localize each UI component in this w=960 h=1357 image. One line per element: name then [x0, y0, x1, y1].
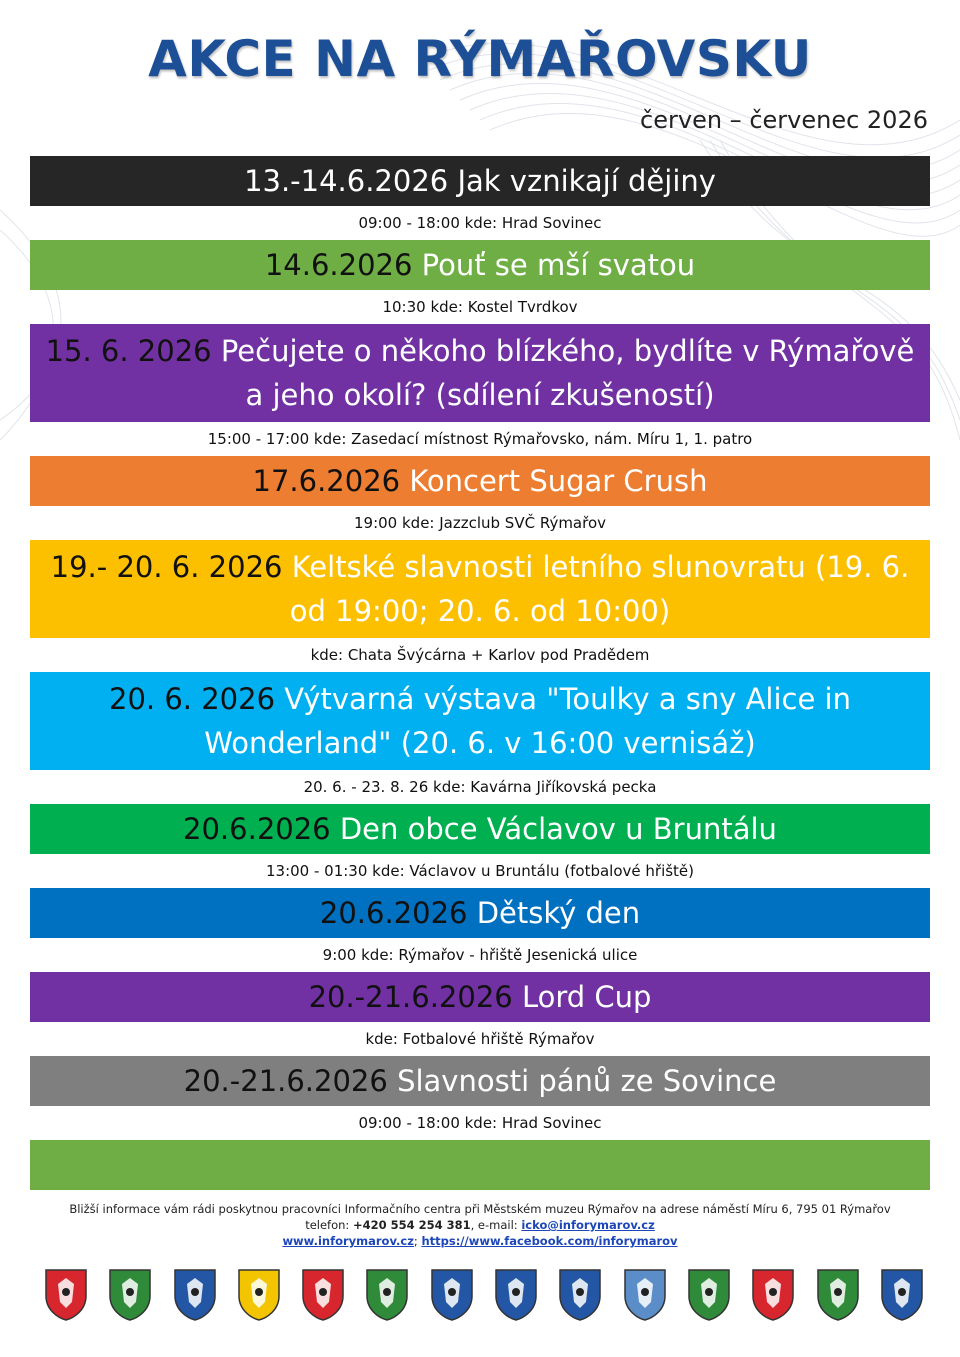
event-banner [30, 240, 930, 290]
event-item [30, 1056, 930, 1140]
event-item [30, 324, 930, 456]
event-date: 14.6.2026 [264, 248, 413, 282]
event-name: Keltské slavnosti letního slunovratu (19. 6. od 19:00; 20. 6. od 10:00) [289, 550, 910, 628]
event-name: Pečujete o někoho blízkého, bydlíte v Rýmařově a jeho okolí? (sdílení zkušeností) [220, 334, 915, 412]
event-date: 15. 6. 2026 [45, 334, 212, 368]
crest-2-icon [108, 1268, 152, 1322]
event-date: 19.- 20. 6. 2026 [50, 550, 283, 584]
email-label: , e-mail: [470, 1218, 522, 1232]
event-name: Slavnosti pánů ze Sovince [397, 1064, 777, 1098]
event-detail: 13:00 - 01:30 kde: Václavov u Bruntálu (fotbalové hřiště) [265, 862, 695, 880]
crest-12-icon [751, 1268, 795, 1322]
crest-10-icon [623, 1268, 667, 1322]
event-name: Den obce Václavov u Bruntálu [339, 812, 777, 846]
crest-13-icon [816, 1268, 860, 1322]
crest-4-icon [237, 1268, 281, 1322]
crest-8-icon [494, 1268, 538, 1322]
event-item [30, 888, 930, 972]
event-banner [30, 888, 930, 938]
event-list [30, 156, 930, 1190]
event-date: 20.-21.6.2026 [183, 1064, 388, 1098]
crest-11-icon [687, 1268, 731, 1322]
event-item [30, 456, 930, 540]
event-name: Lord Cup [521, 980, 652, 1014]
crest-5-icon [301, 1268, 345, 1322]
municipal-crests [44, 1268, 924, 1324]
link-separator: ; [413, 1234, 422, 1248]
event-detail: kde: Chata Švýcárna + Karlov pod Pradědem [310, 646, 650, 664]
phone-label: telefon: [305, 1218, 353, 1232]
crest-3-icon [173, 1268, 217, 1322]
event-item [30, 972, 930, 1056]
web-link[interactable]: www.inforymarov.cz [282, 1234, 414, 1248]
event-detail: 10:30 kde: Kostel Tvrdkov [382, 298, 578, 316]
event-date: 20.-21.6.2026 [308, 980, 513, 1014]
event-banner [30, 1056, 930, 1106]
event-detail: 09:00 - 18:00 kde: Hrad Sovinec [358, 1114, 602, 1132]
footer-info: Bližší informace vám rádi poskytnou pracovníci Informačního centra při Městském muzeu Rýmařov na adrese náměstí Míru 6, 795 01 Rýmařov [69, 1202, 891, 1216]
event-detail: 9:00 kde: Rýmařov - hřiště Jesenická ulice [322, 946, 638, 964]
event-item [30, 1140, 930, 1190]
event-banner [30, 324, 930, 422]
event-banner [30, 540, 930, 638]
event-detail: 20. 6. - 23. 8. 26 kde: Kavárna Jiříkovská pecka [303, 778, 657, 796]
event-name: Jak vznikají dějiny [457, 164, 716, 198]
event-banner [30, 156, 930, 206]
event-date: 20. 6. 2026 [109, 682, 276, 716]
event-item [30, 156, 930, 240]
event-banner [30, 804, 930, 854]
event-banner-empty [30, 1140, 930, 1190]
footer-links [0, 1233, 960, 1249]
event-item [30, 540, 930, 672]
page-title: AKCE NA RÝMAŘOVSKU [148, 30, 812, 88]
crest-9-icon [558, 1268, 602, 1322]
footer-contact [0, 1217, 960, 1233]
event-detail: 09:00 - 18:00 kde: Hrad Sovinec [358, 214, 602, 232]
event-date: 17.6.2026 [252, 464, 401, 498]
event-name: Výtvarná výstava "Toulky a sny Alice in Wonderland" (20. 6. v 16:00 vernisáž) [204, 682, 851, 760]
event-date: 20.6.2026 [319, 896, 468, 930]
crest-7-icon [430, 1268, 474, 1322]
event-name: Koncert Sugar Crush [409, 464, 708, 498]
event-item [30, 672, 930, 804]
facebook-link[interactable]: https://www.facebook.com/inforymarov [421, 1234, 678, 1248]
event-date: 13.-14.6.2026 [244, 164, 449, 198]
event-name: Dětský den [476, 896, 641, 930]
event-banner [30, 456, 930, 506]
crest-14-icon [880, 1268, 924, 1322]
event-detail: kde: Fotbalové hřiště Rýmařov [365, 1030, 595, 1048]
event-detail: 15:00 - 17:00 kde: Zasedací místnost Rýmařovsko, nám. Míru 1, 1. patro [207, 430, 753, 448]
event-banner [30, 672, 930, 770]
email-link[interactable]: icko@inforymarov.cz [521, 1218, 655, 1232]
crest-1-icon [44, 1268, 88, 1322]
event-item [30, 804, 930, 888]
event-detail: 19:00 kde: Jazzclub SVČ Rýmařov [353, 514, 607, 532]
phone-number: +420 554 254 381 [352, 1218, 471, 1232]
crest-6-icon [365, 1268, 409, 1322]
event-banner [30, 972, 930, 1022]
period-label: červen – červenec 2026 [640, 106, 928, 134]
event-date: 20.6.2026 [183, 812, 331, 846]
event-item [30, 240, 930, 324]
event-name: Pouť se mší svatou [421, 248, 696, 282]
footer [0, 1201, 960, 1249]
